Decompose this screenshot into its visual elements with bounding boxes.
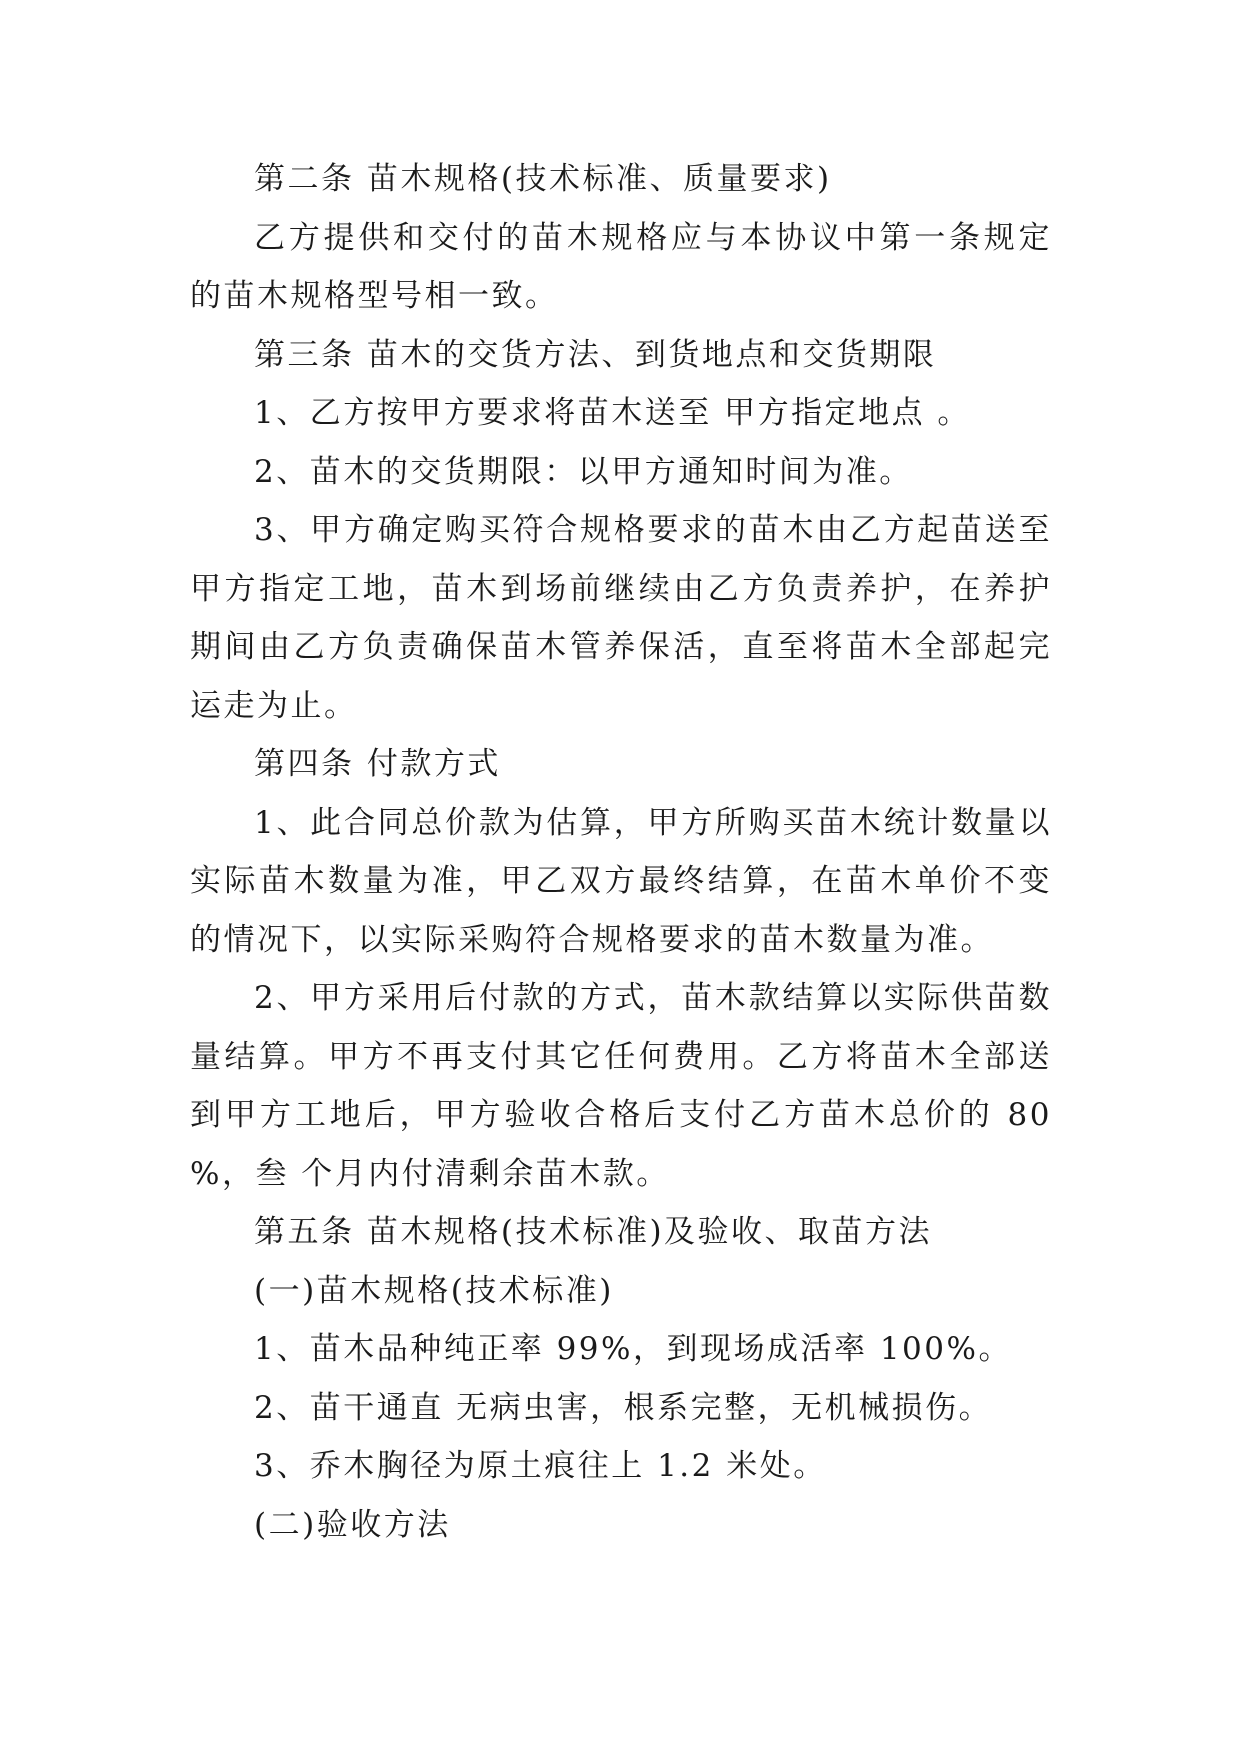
document-body: [190, 150, 1052, 1554]
article-5-heading: 第五条 苗木规格(技术标准)及验收、取苗方法: [254, 1214, 933, 1250]
article-5-section-2-heading: (二)验收方法: [254, 1506, 451, 1543]
article-5-section-1-heading: (一)苗木规格(技术标准): [254, 1272, 614, 1309]
article-4-heading: 第四条 付款方式: [254, 746, 501, 782]
article-2-paragraph: 乙方提供和交付的苗木规格应与本协议中第一条规定的苗木规格型号相一致。: [190, 219, 1052, 314]
article-5-section-1-item-3: 3、乔木胸径为原土痕往上 1.2 米处。: [254, 1448, 827, 1484]
article-2-heading: 第二条 苗木规格(技术标准、质量要求): [254, 161, 832, 197]
article-4-item-1: 1、此合同总价款为估算，甲方所购买苗木统计数量以实际苗木数量为准，甲乙双方最终结算，在苗木单价不变的情况下，以实际采购符合规格要求的苗木数量为准。: [190, 804, 1052, 958]
article-5-section-1-item-1: 1、苗木品种纯正率 99%，到现场成活率 100%。: [254, 1331, 1012, 1367]
article-3-item-2: 2、苗木的交货期限：以甲方通知时间为准。: [254, 453, 913, 490]
article-3-item-3: 3、甲方确定购买符合规格要求的苗木由乙方起苗送至甲方指定工地，苗木到场前继续由乙方负责养护，在养护期间由乙方负责确保苗木管养保活，直至将苗木全部起完运走为止。: [190, 512, 1052, 724]
article-5-section-1-item-2: 2、苗干通直 无病虫害，根系完整，无机械损伤。: [254, 1389, 993, 1426]
article-3-item-1: 1、乙方按甲方要求将苗木送至 甲方指定地点 。: [254, 395, 971, 431]
article-3-heading: 第三条 苗木的交货方法、到货地点和交货期限: [254, 336, 937, 373]
article-4-item-2: 2、甲方采用后付款的方式，苗木款结算以实际供苗数量结算。甲方不再支付其它任何费用。乙方将苗木全部送到甲方工地后，甲方验收合格后支付乙方苗木总价的 80 %，叁 个月内付清剩余苗木款。: [190, 980, 1052, 1192]
